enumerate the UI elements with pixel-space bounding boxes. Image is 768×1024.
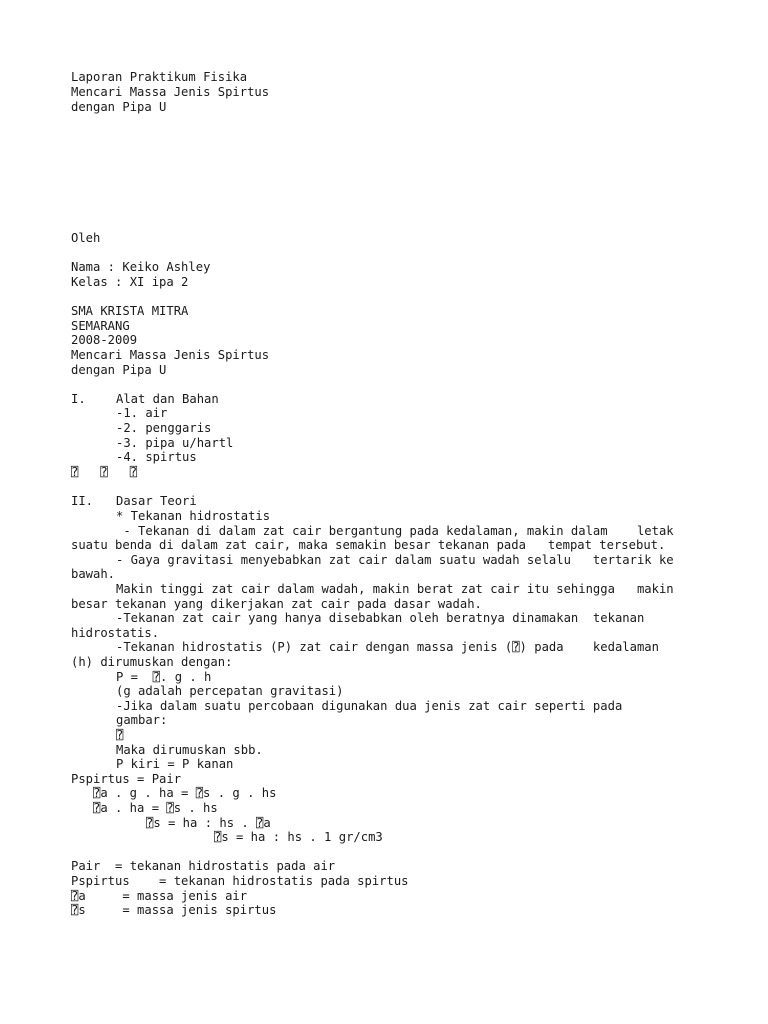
text-line: dengan Pipa U [71,363,167,377]
text-line: -2. penggaris [116,421,212,435]
text-line: bawah. [71,567,116,581]
text-line: Makin tinggi zat cair dalam wadah, makin berat zat cair itu sehingga makin [116,582,674,596]
text-line: - Tekanan di dalam zat cair bergantung pada kedalaman, makin dalam letak [116,524,674,538]
text-line: ⍰ [116,728,124,742]
text-line: besar tekanan yang dikerjakan zat cair pada dasar wadah. [71,597,482,611]
text-line: Dasar Teori [116,494,197,508]
text-line: suatu benda di dalam zat cair, maka semakin besar tekanan pada tempat tersebut. [71,538,666,552]
text-line: -3. pipa u/hartl [116,436,234,450]
text-line: SEMARANG [71,319,130,333]
text-line: dengan Pipa U [71,100,167,114]
text-line: Mencari Massa Jenis Spirtus [71,85,270,99]
text-line: Pspirtus = Pair [71,772,182,786]
text-line: Pspirtus = tekanan hidrostatis pada spirtus [71,874,409,888]
text-line: 2008-2009 [71,333,138,347]
text-line: Maka dirumuskan sbb. [116,743,263,757]
text-line: -Tekanan hidrostatis (P) zat cair dengan massa jenis (⍰) pada kedalaman [116,640,659,654]
text-line: (h) dirumuskan dengan: [71,655,233,669]
text-line: -Jika dalam suatu percobaan digunakan dua jenis zat cair seperti pada [116,699,623,713]
text-line: Alat dan Bahan [116,392,219,406]
text-line: (g adalah percepatan gravitasi) [116,684,344,698]
text-line: - Gaya gravitasi menyebabkan zat cair dalam suatu wadah selalu tertarik ke [116,553,674,567]
text-line: P = ⍰. g . h [116,670,212,684]
text-line: -4. spirtus [116,450,197,464]
text-line: -1. air [116,406,168,420]
text-line: * Tekanan hidrostatis [116,509,271,523]
text-line: P kiri = P kanan [116,757,234,771]
text-line: II. [71,494,94,508]
text-line: gambar: [116,713,168,727]
text-line: Kelas : XI ipa 2 [71,275,189,289]
text-line: Laporan Praktikum Fisika [71,70,248,84]
text-line: ⍰ ⍰ ⍰ [71,465,138,479]
text-line: ⍰a . ha = ⍰s . hs [93,801,218,815]
text-line: Oleh [71,231,101,245]
text-line: ⍰s = ha : hs . ⍰a [146,816,271,830]
text-line: hidrostatis. [71,626,160,640]
text-line: Nama : Keiko Ashley [71,260,211,274]
text-line: ⍰a = massa jenis air [71,889,248,903]
text-line: Mencari Massa Jenis Spirtus [71,348,270,362]
text-line: ⍰a . g . ha = ⍰s . g . hs [93,786,277,800]
text-line: I. [71,392,86,406]
text-line: SMA KRISTA MITRA [71,304,189,318]
text-line: -Tekanan zat cair yang hanya disebabkan oleh beratnya dinamakan tekanan [116,611,645,625]
text-line: Pair = tekanan hidrostatis pada air [71,859,336,873]
text-line: ⍰s = massa jenis spirtus [71,903,277,917]
text-line: ⍰s = ha : hs . 1 gr/cm3 [214,830,383,844]
